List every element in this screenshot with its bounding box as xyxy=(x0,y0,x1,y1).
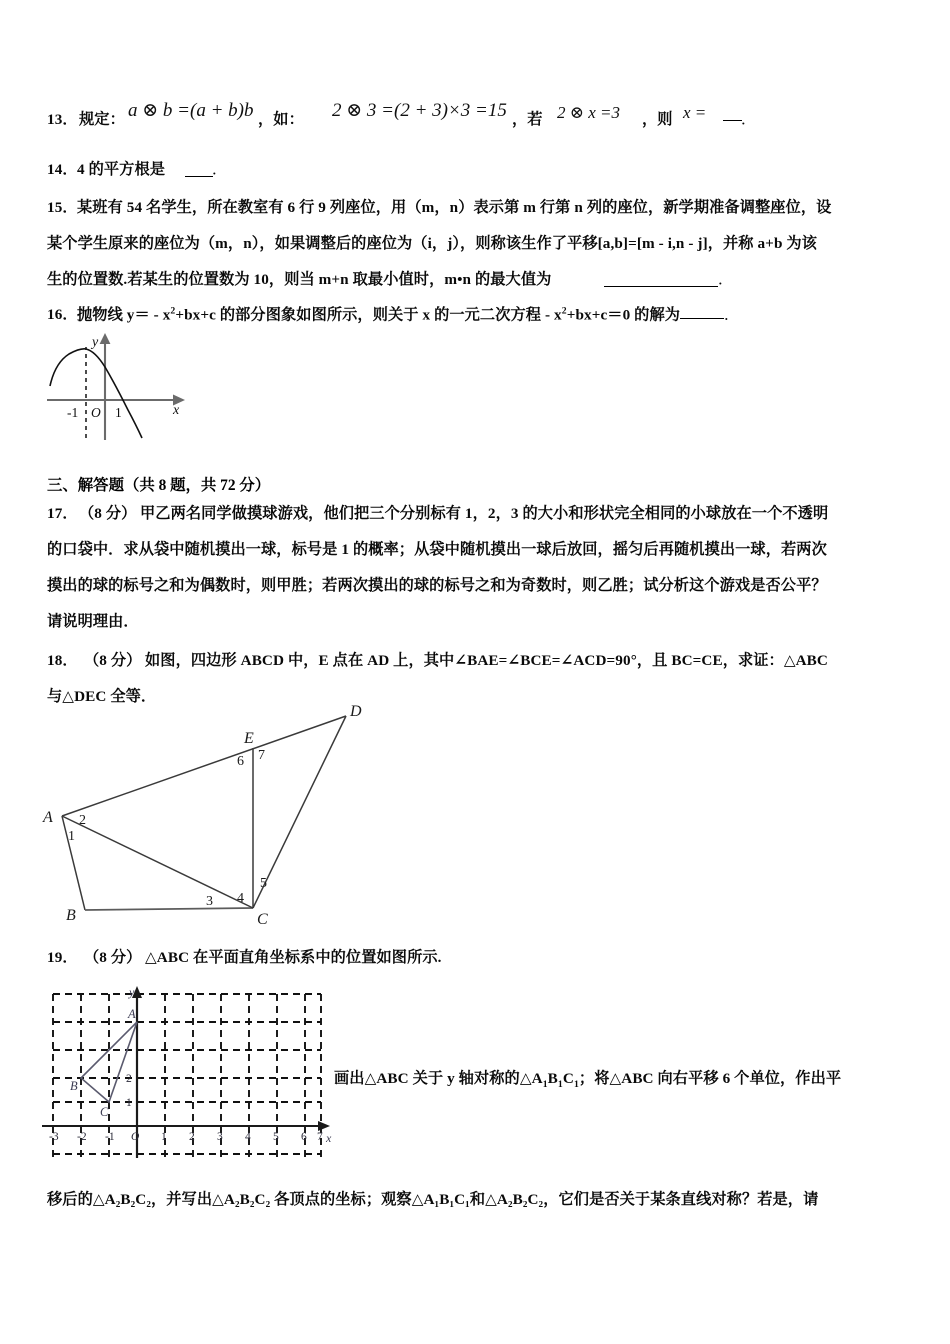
parabola-y-axis-arrow xyxy=(100,333,111,344)
segment-AD xyxy=(62,716,346,816)
question-16-period: ． xyxy=(724,306,740,324)
grid-y-axis-label: y xyxy=(129,985,135,999)
question-13-formula-ask: x = xyxy=(683,103,707,122)
angle-label-5: 5 xyxy=(260,876,267,891)
question-18-points: （8 分） xyxy=(84,652,142,669)
quadrilateral-figure-svg xyxy=(38,698,398,933)
grid-x-tick-5: 5 xyxy=(273,1131,279,1143)
grid-x-tick-1: 1 xyxy=(161,1131,167,1143)
grid-dashed-lines xyxy=(53,994,321,1158)
question-16-number: 16． xyxy=(47,306,78,323)
question-19-points: （8 分） xyxy=(84,949,142,966)
question-15-period: ． xyxy=(718,271,734,288)
parabola-curve xyxy=(50,349,142,438)
vertex-label-C: C xyxy=(257,911,268,928)
question-13-number: 13． xyxy=(47,111,78,128)
angle-label-6: 6 xyxy=(237,754,244,769)
grid-x-tick-minus2: -2 xyxy=(77,1131,87,1143)
question-16-text-a: 抛物线 y＝ - x xyxy=(77,306,171,324)
grid-x-tick-2: 2 xyxy=(189,1131,195,1143)
question-19-line-beside-figure xyxy=(334,1069,841,1091)
question-17-line-2: 的口袋中．求从袋中随机摸出一球，标号是 1 的概率；从袋中随机摸出一球后放回，摇匀后再随机摸出一球，若两次 xyxy=(47,541,827,558)
question-19-beside-b: B xyxy=(547,1070,558,1087)
question-16-exponent-1: 2 xyxy=(170,305,176,317)
question-15-number: 15． xyxy=(47,199,78,216)
grid-x-tick-minus1: -1 xyxy=(105,1131,115,1143)
question-15-line-1: 某班有 54 名学生，所在教室有 6 行 9 列座位，用（m，n）表示第 m 行第 n 列的座位，新学期准备调整座位，设 xyxy=(77,199,832,216)
coordinate-grid-svg xyxy=(40,982,340,1160)
segment-AC xyxy=(62,816,253,908)
vertex-label-A: A xyxy=(43,809,53,826)
section-3-heading: 三、解答题（共 8 题，共 72 分） xyxy=(47,477,271,494)
question-16-answer-blank xyxy=(680,305,724,319)
question-17-line-3: 摸出的球的标号之和为偶数时，则甲胜；若两次摸出的球的标号之和为奇数时，则乙胜；试分析这个游戏是否公平？ xyxy=(47,577,827,594)
angle-label-7: 7 xyxy=(258,748,265,763)
question-19-beside-d: ；将△ABC 向右平移 6 个单位，作出平 xyxy=(578,1070,842,1087)
question-19-beside-sub-3: 1 xyxy=(573,1079,579,1091)
question-19-beside-sub-2: 1 xyxy=(557,1079,563,1091)
parabola-tick-label-1: 1 xyxy=(115,405,122,420)
question-17-number: 17． xyxy=(47,505,78,522)
question-19-number: 19． xyxy=(47,949,78,966)
grid-x-tick-4: 4 xyxy=(245,1131,251,1143)
question-16-exponent-2: 2 xyxy=(561,305,567,317)
question-19-beside-sub-1: 1 xyxy=(542,1079,548,1091)
question-13-lead: 规定： xyxy=(79,111,125,128)
question-13-connector-2: ，若 xyxy=(512,111,543,128)
vertex-label-B: B xyxy=(66,907,76,924)
question-14-text: 4 的平方根是 xyxy=(77,161,166,178)
question-19-line-1: △ABC 在平面直角坐标系中的位置如图所示. xyxy=(145,949,442,966)
question-17-points: （8 分） xyxy=(79,505,137,522)
triangle-vertex-label-C: C xyxy=(100,1105,109,1119)
grid-y-tick-1: 1 xyxy=(126,1097,132,1109)
question-13-period: ． xyxy=(741,111,757,128)
question-16-text-b: +bx+c 的部分图象如图所示，则关于 x 的一元二次方程 - x xyxy=(175,306,562,324)
question-16-text xyxy=(77,305,739,324)
grid-x-axis-arrow xyxy=(318,1121,330,1131)
question-13-formula-example: 2 ⊗ 3 =(2 + 3)×3 =15 xyxy=(332,100,507,121)
question-19-last-line: 移后的△A₂B₂C₂，并写出△A₂B₂C₂ 各顶点的坐标；观察△A₁B₁C₁和△A₂B₂C₂，它们是否关于某条直线对称？若是，请 xyxy=(47,1191,819,1208)
question-15-answer-blank xyxy=(604,286,718,287)
vertex-label-E: E xyxy=(244,730,254,747)
question-16-text-c: +bx+c＝0 的解为 xyxy=(566,306,681,324)
question-13-connector-3: ，则 xyxy=(642,111,673,128)
question-14-period: ． xyxy=(212,161,228,178)
question-17-line-1: 甲乙两名同学做摸球游戏，他们把三个分别标有 1，2，3 的大小和形状完全相同的小球放在一个不透明 xyxy=(140,505,829,522)
grid-x-axis-label: x xyxy=(326,1131,332,1145)
triangle-vertex-label-B: B xyxy=(70,1079,78,1093)
segment-BC xyxy=(85,908,253,910)
parabola-origin-label: O xyxy=(91,405,101,420)
question-18-line-1: 如图，四边形 ABCD 中，E 点在 AD 上，其中∠BAE=∠BCE=∠ACD=90°，且 BC=CE，求证：△ABC xyxy=(145,652,828,669)
parabola-y-axis-label: y xyxy=(92,335,99,350)
quadrilateral-figure xyxy=(38,698,398,933)
question-13-answer-blank xyxy=(723,120,742,121)
triangle-vertex-label-A: A xyxy=(128,1007,136,1021)
question-15-line-2: 某个学生原来的座位为（m，n），如果调整后的座位为（i，j），则称该生作了平移[a,b]=[m - i,n - j]，并称 a+b 为该 xyxy=(47,235,817,252)
parabola-graph-svg xyxy=(45,328,195,446)
question-13-formula-condition: 2 ⊗ x =3 xyxy=(557,103,621,122)
question-14-answer-blank xyxy=(185,176,213,177)
vertex-label-D: D xyxy=(350,703,362,720)
question-15-line-3: 生的位置数.若某生的位置数为 10，则当 m+n 取最小值时，m•n 的最大值为 xyxy=(47,271,552,288)
angle-label-4: 4 xyxy=(237,891,244,906)
parabola-graph-figure xyxy=(45,328,195,446)
grid-x-tick-3: 3 xyxy=(217,1131,223,1143)
grid-x-tick-6: 6 xyxy=(301,1131,307,1143)
coordinate-grid-figure xyxy=(40,982,340,1160)
question-17-line-4: 请说明理由． xyxy=(47,613,139,630)
grid-x-tick-7: 7 xyxy=(317,1131,323,1143)
question-18-number: 18． xyxy=(47,652,78,669)
question-14-number: 14． xyxy=(47,161,78,178)
question-18-line-2: 与△DEC 全等． xyxy=(47,688,157,705)
parabola-tick-label-minus1: -1 xyxy=(67,405,79,420)
angle-label-1: 1 xyxy=(68,829,75,844)
question-19-beside-a: 画出△ABC 关于 y 轴对称的△A xyxy=(334,1070,543,1087)
angle-label-3: 3 xyxy=(206,894,213,909)
grid-y-tick-2: 2 xyxy=(126,1073,132,1085)
angle-label-2: 2 xyxy=(79,813,86,828)
parabola-x-axis-label: x xyxy=(173,403,180,418)
question-13-formula-definition: a ⊗ b =(a + b)b xyxy=(128,100,254,121)
grid-origin-label: O xyxy=(131,1131,140,1143)
grid-x-tick-minus3: -3 xyxy=(49,1131,59,1143)
question-13-connector-1: ，如： xyxy=(258,111,304,128)
question-19-beside-c: C xyxy=(562,1070,574,1087)
